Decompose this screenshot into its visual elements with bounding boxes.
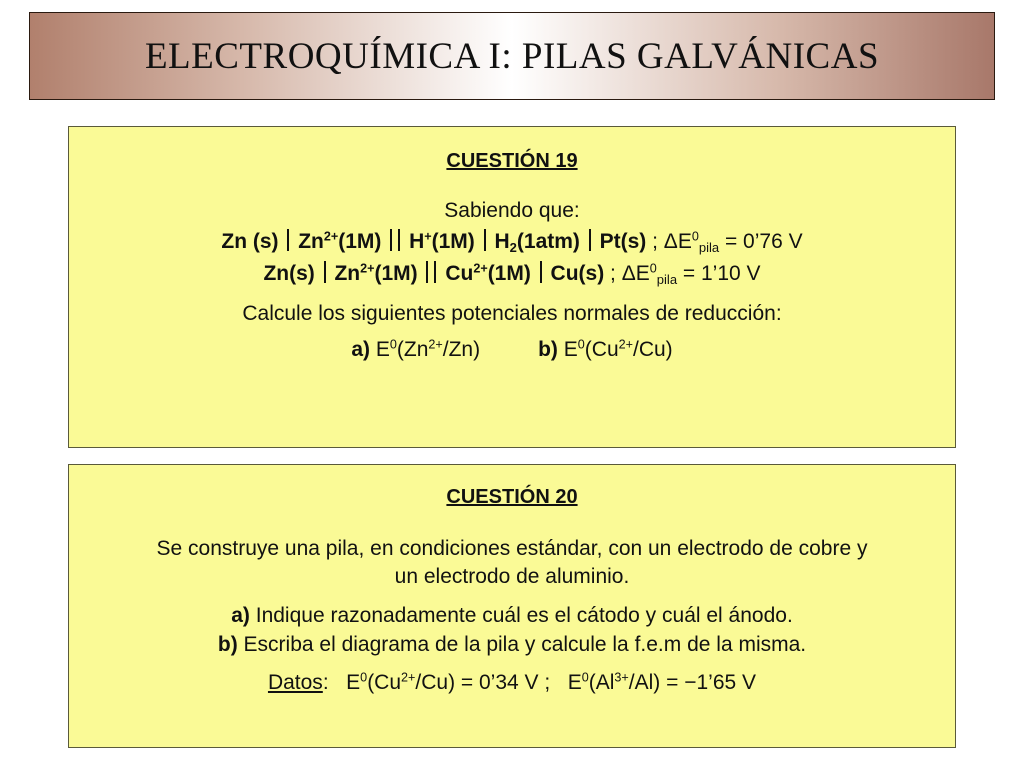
part-b-label: b) — [538, 338, 558, 361]
part-b-e-sup: 0 — [577, 337, 585, 352]
part-a-ion: (Zn — [396, 338, 429, 361]
eq1-zn: Zn (s) — [221, 230, 279, 254]
question-20-card — [68, 464, 956, 748]
eq1-pt: Pt(s) — [599, 230, 647, 254]
part-b-metal: /Cu) — [632, 338, 673, 361]
salt-bridge-left — [426, 261, 428, 283]
eq2-cu-ion: Cu — [445, 261, 474, 285]
part-a-metal: /Zn) — [442, 338, 481, 361]
eq1-delta-sub: pila — [698, 240, 720, 256]
question-19-heading: CUESTIÓN 19 — [446, 150, 578, 172]
salt-bridge-right — [398, 229, 400, 251]
phase-boundary — [484, 229, 486, 251]
question-20-datos — [69, 670, 955, 696]
part-a-e-sup: 0 — [389, 337, 397, 352]
eq1-separator: ; — [646, 230, 664, 254]
eq2-cu-charge: 2+ — [473, 260, 488, 275]
eq2-zn-ion: Zn — [334, 261, 361, 285]
eq1-h2-sub: 2 — [509, 240, 517, 256]
part-a-charge: 2+ — [428, 337, 443, 352]
datos-colon: : — [322, 671, 347, 694]
eq1-h2: H — [494, 230, 510, 254]
question-19-intro: Sabiendo que: — [444, 199, 580, 222]
question-19-parts — [69, 337, 955, 363]
part-a-label: a) — [351, 338, 370, 361]
datos-e1-value: /Cu) = 0’34 V ; — [415, 671, 568, 694]
eq1-h-ion: H — [409, 230, 425, 254]
part-b-charge: 2+ — [618, 337, 633, 352]
phase-boundary — [324, 261, 326, 283]
datos-e1-ion: (Cu — [367, 671, 402, 694]
equation-zn-cu — [69, 261, 955, 287]
eq1-zn-charge: 2+ — [323, 229, 339, 244]
datos-e1-sup: 0 — [360, 670, 368, 685]
eq1-h-conc: (1M) — [431, 230, 475, 254]
phase-boundary — [589, 229, 591, 251]
part-b-ion: (Cu — [584, 338, 619, 361]
equation-zn-h — [69, 229, 955, 255]
eq1-delta-sup: 0 — [691, 229, 699, 244]
eq2-value: = 1’10 V — [677, 261, 761, 285]
question-20-text-line-2: un electrodo de aluminio. — [394, 565, 630, 589]
eq2-zn-conc: (1M) — [374, 261, 418, 285]
datos-e2-sup: 0 — [581, 670, 589, 685]
eq2-zn-charge: 2+ — [360, 260, 375, 275]
eq1-zn-conc: (1M) — [338, 230, 382, 254]
datos-label: Datos — [267, 671, 323, 694]
datos-e1-charge: 2+ — [401, 670, 416, 685]
eq1-value: = 0’76 V — [719, 230, 803, 254]
question-20-heading: CUESTIÓN 20 — [446, 486, 578, 508]
datos-e2-value: /Al) = −1’65 V — [628, 671, 757, 694]
phase-boundary — [540, 261, 542, 283]
datos-e1: E — [346, 671, 361, 694]
eq1-delta: ΔE — [663, 230, 692, 254]
datos-e2: E — [567, 671, 582, 694]
eq2-delta-sup: 0 — [649, 260, 657, 275]
eq2-cu-conc: (1M) — [487, 261, 531, 285]
eq2-cu: Cu(s) — [550, 261, 605, 285]
q20-part-a-label: a) — [231, 603, 250, 627]
question-20-part-b — [69, 632, 955, 658]
eq2-separator: ; — [604, 261, 622, 285]
question-19-prompt: Calcule los siguientes potenciales normales de reducción: — [242, 301, 782, 325]
eq2-delta-sub: pila — [656, 271, 678, 287]
eq1-h2-pressure: (1atm) — [516, 230, 580, 254]
question-19-card — [68, 126, 956, 448]
question-20-text-line-1: Se construye una pila, en condiciones estándar, con un electrodo de cobre y — [156, 537, 868, 560]
eq2-delta: ΔE — [621, 261, 650, 285]
page-title: ELECTROQUÍMICA I: PILAS GALVÁNICAS — [144, 35, 880, 77]
salt-bridge-right — [434, 261, 436, 283]
question-20-part-a — [69, 603, 955, 629]
q20-part-b-label: b) — [217, 632, 238, 656]
q20-part-b-text: Escriba el diagrama de la pila y calcule la f.e.m de la misma. — [237, 632, 807, 656]
eq1-zn-ion: Zn — [298, 230, 324, 254]
q20-part-a-text: Indique razonadamente cuál es el cátodo y cuál el ánodo. — [249, 603, 793, 627]
phase-boundary — [287, 229, 289, 251]
part-b-e: E — [563, 338, 578, 361]
datos-e2-charge: 3+ — [614, 670, 629, 685]
title-banner — [29, 12, 995, 100]
salt-bridge-left — [390, 229, 392, 251]
eq1-h-charge: + — [424, 229, 432, 244]
part-a-e: E — [375, 338, 390, 361]
datos-e2-ion: (Al — [588, 671, 615, 694]
eq2-zn: Zn(s) — [263, 261, 315, 285]
